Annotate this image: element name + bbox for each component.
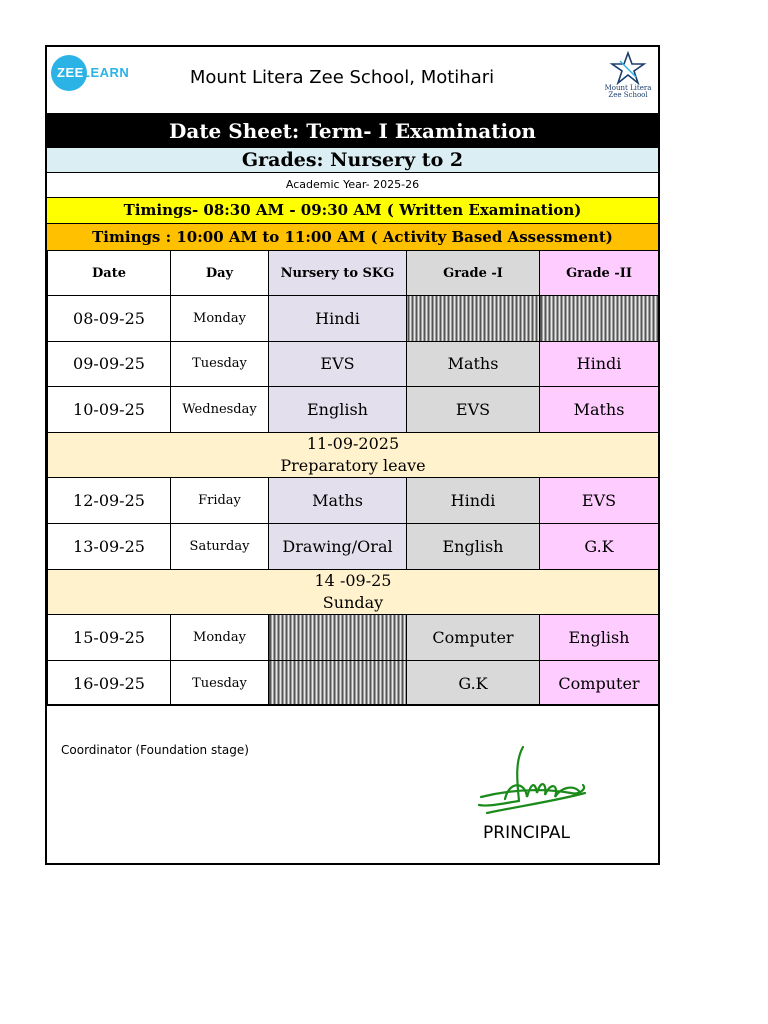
table-row xyxy=(48,660,659,706)
header xyxy=(47,47,658,113)
cell-day: Wednesday xyxy=(171,387,269,433)
cell-date: 12-09-25 xyxy=(48,478,171,524)
footer xyxy=(47,704,658,865)
logo-zee-text: ZEE xyxy=(57,65,84,80)
star-icon xyxy=(608,51,648,85)
zee-learn-logo xyxy=(51,55,151,89)
cell-day: Tuesday xyxy=(171,660,269,706)
col-header-day: Day xyxy=(171,251,269,296)
table-row xyxy=(48,387,659,433)
grades-heading: Grades: Nursery to 2 xyxy=(47,147,658,172)
cell-date: 15-09-25 xyxy=(48,615,171,661)
cell-grade1: Hindi xyxy=(407,478,540,524)
leave-label: Sunday xyxy=(322,592,384,612)
cell-day: Friday xyxy=(171,478,269,524)
cell-nursery: Drawing/Oral xyxy=(269,523,407,569)
principal-signature xyxy=(475,741,595,821)
coordinator-label: Coordinator (Foundation stage) xyxy=(61,743,249,757)
logo-text-1: Mount Litera xyxy=(604,84,652,92)
col-header-grade2: Grade -II xyxy=(540,251,659,296)
col-header-nursery: Nursery to SKG xyxy=(269,251,407,296)
exam-schedule-table xyxy=(47,250,659,706)
cell-grade2: Computer xyxy=(540,660,659,706)
table-row xyxy=(48,296,659,342)
leave-cell xyxy=(48,569,659,615)
cell-grade1: Maths xyxy=(407,341,540,387)
cell-date: 13-09-25 xyxy=(48,523,171,569)
leave-date: 14 -09-25 xyxy=(314,570,392,590)
cell-date: 08-09-25 xyxy=(48,296,171,342)
cell-day: Saturday xyxy=(171,523,269,569)
timing-written: Timings- 08:30 AM - 09:30 AM ( Written Examination) xyxy=(47,197,658,223)
cell-grade1: English xyxy=(407,523,540,569)
leave-cell xyxy=(48,432,659,478)
cell-nursery: English xyxy=(269,387,407,433)
table-header-row xyxy=(48,251,659,296)
cell-day: Monday xyxy=(171,615,269,661)
col-header-date: Date xyxy=(48,251,171,296)
date-sheet xyxy=(45,45,660,865)
cell-date: 16-09-25 xyxy=(48,660,171,706)
cell-nursery-blocked xyxy=(269,615,407,661)
cell-day: Monday xyxy=(171,296,269,342)
cell-nursery: Hindi xyxy=(269,296,407,342)
cell-date: 09-09-25 xyxy=(48,341,171,387)
cell-nursery: Maths xyxy=(269,478,407,524)
leave-row xyxy=(48,569,659,615)
cell-grade2: G.K xyxy=(540,523,659,569)
cell-grade1: G.K xyxy=(407,660,540,706)
cell-grade2: Maths xyxy=(540,387,659,433)
timing-activity: Timings : 10:00 AM to 11:00 AM ( Activity Based Assessment) xyxy=(47,223,658,250)
leave-row xyxy=(48,432,659,478)
cell-nursery-blocked xyxy=(269,660,407,706)
cell-grade1: EVS xyxy=(407,387,540,433)
academic-year: Academic Year- 2025-26 xyxy=(47,172,658,197)
cell-grade1-blocked xyxy=(407,296,540,342)
cell-day: Tuesday xyxy=(171,341,269,387)
mount-litera-logo xyxy=(603,51,653,109)
logo-text-2: Zee School xyxy=(608,91,648,99)
logo-learn-text: LEARN xyxy=(82,65,130,80)
cell-grade1: Computer xyxy=(407,615,540,661)
cell-date: 10-09-25 xyxy=(48,387,171,433)
col-header-grade1: Grade -I xyxy=(407,251,540,296)
table-row xyxy=(48,478,659,524)
cell-grade2: EVS xyxy=(540,478,659,524)
leave-date: 11-09-2025 xyxy=(306,434,400,454)
cell-grade2-blocked xyxy=(540,296,659,342)
sheet-title: Date Sheet: Term- I Examination xyxy=(47,113,658,147)
school-name: Mount Litera Zee School, Motihari xyxy=(189,67,495,88)
table-row xyxy=(48,341,659,387)
table-row xyxy=(48,615,659,661)
cell-nursery: EVS xyxy=(269,341,407,387)
leave-label: Preparatory leave xyxy=(280,456,426,476)
table-row xyxy=(48,523,659,569)
principal-label: PRINCIPAL xyxy=(483,823,570,843)
cell-grade2: Hindi xyxy=(540,341,659,387)
cell-grade2: English xyxy=(540,615,659,661)
